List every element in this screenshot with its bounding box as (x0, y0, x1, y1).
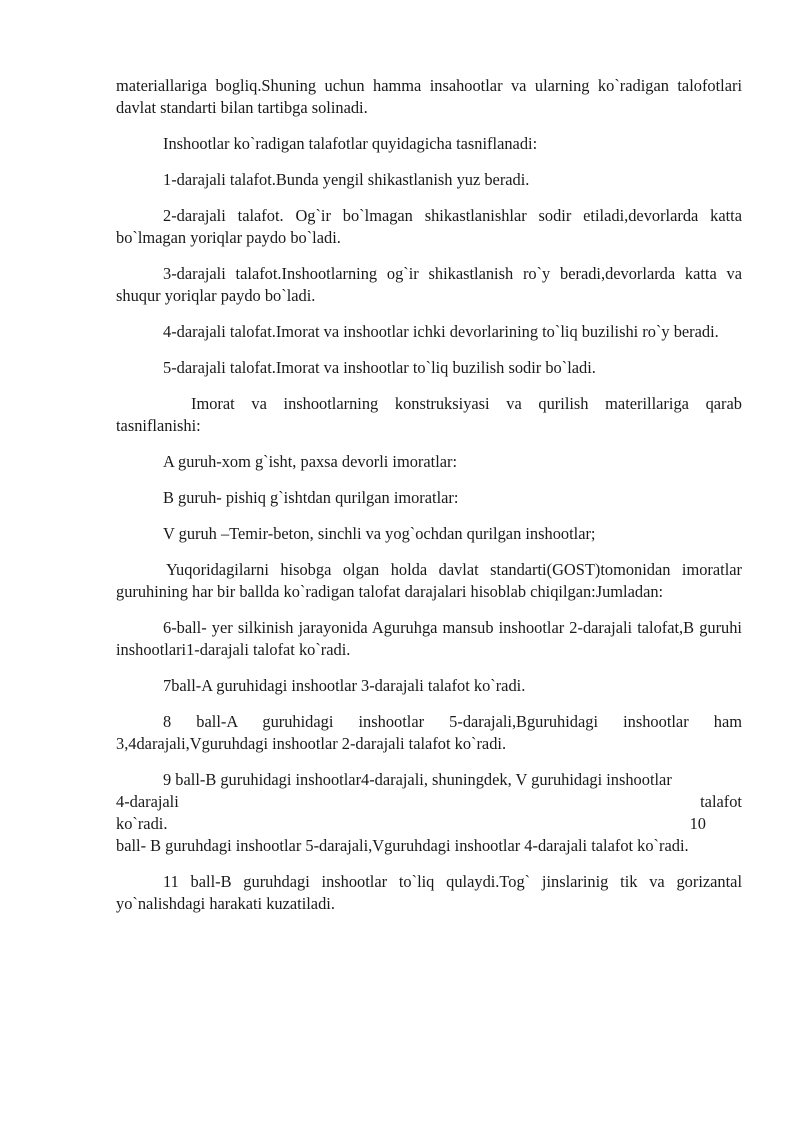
paragraph-degree-2: 2-darajali talafot. Og`ir bo`lmagan shikastlanishlar sodir etiladi,devorlarda katta bo`lmagan yoriqlar paydo bo`ladi. (116, 206, 742, 247)
paragraph-ball-9-10 (116, 769, 742, 857)
paragraph-intro: materiallariga bogliq.Shuning uchun hamma insahootlar va ularning ko`radigan talofotlari davlat standarti bilan tartibga solinadi. (116, 76, 742, 117)
paragraph-degree-1: 1-darajali talafot.Bunda yengil shikastlanish yuz beradi. (163, 170, 530, 189)
ball-9-line-3-left: ko`radi. (116, 814, 168, 833)
paragraph-degree-4: 4-darajali talofat.Imorat va inshootlar ichki devorlarining to`liq buzilishi ro`y beradi. (163, 322, 719, 341)
paragraph-construction-heading: Imorat va inshootlarning konstruksiyasi va qurilish materillariga qarab tasniflanishi: (116, 394, 742, 435)
paragraph-classification-heading: Inshootlar ko`radigan talafotlar quyidagicha tasniflanadi: (163, 134, 538, 153)
ball-9-line-3 (116, 813, 742, 835)
paragraph-ball-6: 6-ball- yer silkinish jarayonida Aguruhga mansub inshootlar 2-darajali talofat,B guruhi inshootlari1-darajali talofat ko`radi. (116, 618, 742, 659)
ball-9-line-1 (116, 769, 742, 791)
ball-9-line-1-text: 9 ball-B guruhidagi inshootlar4-darajali, shuningdek, V guruhidagi inshootlar (163, 770, 672, 789)
paragraph-ball-11: 11 ball-B guruhdagi inshootlar to`liq qulaydi.Tog` jinslarinig tik va gorizantal yo`nalishdagi harakati kuzatiladi. (116, 872, 742, 913)
paragraph-degree-3: 3-darajali talafot.Inshootlarning og`ir shikastlanish ro`y beradi,devorlarda katta va shuqur yoriqlar paydo bo`ladi. (116, 264, 742, 305)
paragraph-degree-5: 5-darajali talofat.Imorat va inshootlar to`liq buzilish sodir bo`ladi. (163, 358, 596, 377)
paragraph-group-v: V guruh –Temir-beton, sinchli va yog`ochdan qurilgan inshootlar; (163, 524, 596, 543)
ball-9-line-2-left: 4-darajali (116, 792, 179, 811)
paragraph-gost: Yuqoridagilarni hisobga olgan holda davlat standarti(GOST)tomonidan imoratlar guruhining har bir ballda ko`radigan talofat darajalari hisoblab chiqilgan:Jumladan: (116, 560, 742, 601)
ball-9-line-2-right: talafot (700, 792, 742, 811)
paragraph-ball-7: 7ball-A guruhidagi inshootlar 3-darajali talafot ko`radi. (163, 676, 526, 695)
ball-10-text: ball- B guruhdagi inshootlar 5-darajali,Vguruhdagi inshootlar 4-darajali talafot ko`radi. (116, 836, 689, 855)
paragraph-ball-8: 8 ball-A guruhidagi inshootlar 5-darajali,Bguruhidagi inshootlar ham 3,4darajali,Vguruhdagi inshootlar 2-darajali talafot ko`radi. (116, 712, 742, 753)
ball-10-number: 10 (689, 814, 706, 833)
ball-9-line-2 (116, 791, 742, 813)
paragraph-group-b: B guruh- pishiq g`ishtdan qurilgan imoratlar: (163, 488, 459, 507)
paragraph-group-a: A guruh-xom g`isht, paxsa devorli imoratlar: (163, 452, 458, 471)
